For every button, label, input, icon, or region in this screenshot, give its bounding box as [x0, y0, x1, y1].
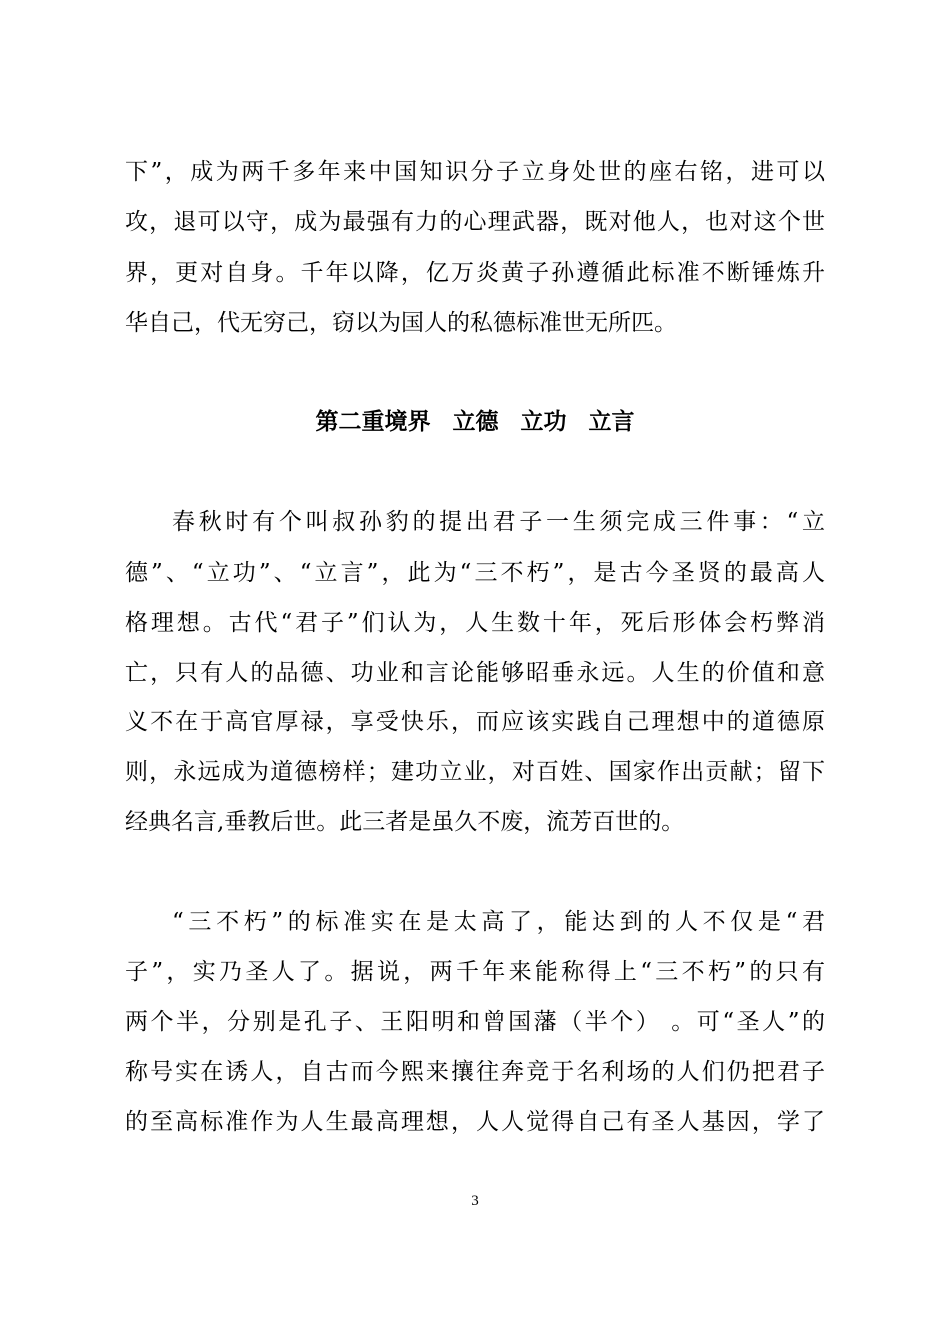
- paragraph-2-line-7: 经典名言,垂教后世。此三者是虽久不废，流芳百世的。: [125, 809, 685, 835]
- paragraph-2-line-6: 则，永远成为道德榜样；建功立业，对百姓、国家作出贡献；留下: [125, 759, 825, 785]
- paragraph-3-line-3: 两个半，分别是孔子、王阳明和曾国藩（半个） 。可“圣人”的: [125, 1009, 825, 1035]
- paragraph-1-line-1: 下”，成为两千多年来中国知识分子立身处世的座右铭，进可以: [125, 159, 825, 185]
- paragraph-3-line-2: 子”，实乃圣人了。据说，两千年来能称得上“三不朽”的只有: [125, 959, 825, 985]
- paragraph-2-line-3: 格理想。古代“君子”们认为，人生数十年，死后形体会朽弊消: [125, 610, 825, 636]
- paragraph-1-line-4: 华自己，代无穷己，窃以为国人的私德标准世无所匹。: [125, 310, 677, 336]
- paragraph-3-line-1: “三不朽”的标准实在是太高了，能达到的人不仅是“君: [172, 909, 825, 935]
- paragraph-1-line-3: 界，更对自身。千年以降，亿万炎黄子孙遵循此标准不断锤炼升: [125, 260, 825, 286]
- paragraph-1-line-2: 攻，退可以守，成为最强有力的心理武器，既对他人，也对这个世: [125, 209, 825, 235]
- paragraph-2-line-2: 德”、“立功”、“立言”，此为“三不朽”，是古今圣贤的最高人: [125, 560, 825, 586]
- paragraph-3-line-4: 称号实在诱人，自古而今熙来攘往奔竞于名利场的人们仍把君子: [125, 1059, 825, 1085]
- paragraph-2-line-4: 亡，只有人的品德、功业和言论能够昭垂永远。人生的价值和意: [125, 660, 825, 686]
- section-heading: 第二重境界 立德 立功 立言: [315, 408, 635, 435]
- paragraph-3-line-5: 的至高标准作为人生最高理想，人人觉得自己有圣人基因，学了: [125, 1109, 825, 1135]
- paragraph-2-line-1: 春秋时有个叫叔孙豹的提出君子一生须完成三件事：“立: [172, 509, 825, 535]
- paragraph-2-line-5: 义不在于高官厚禄，享受快乐，而应该实践自己理想中的道德原: [125, 709, 825, 735]
- page-number: 3: [471, 1193, 479, 1209]
